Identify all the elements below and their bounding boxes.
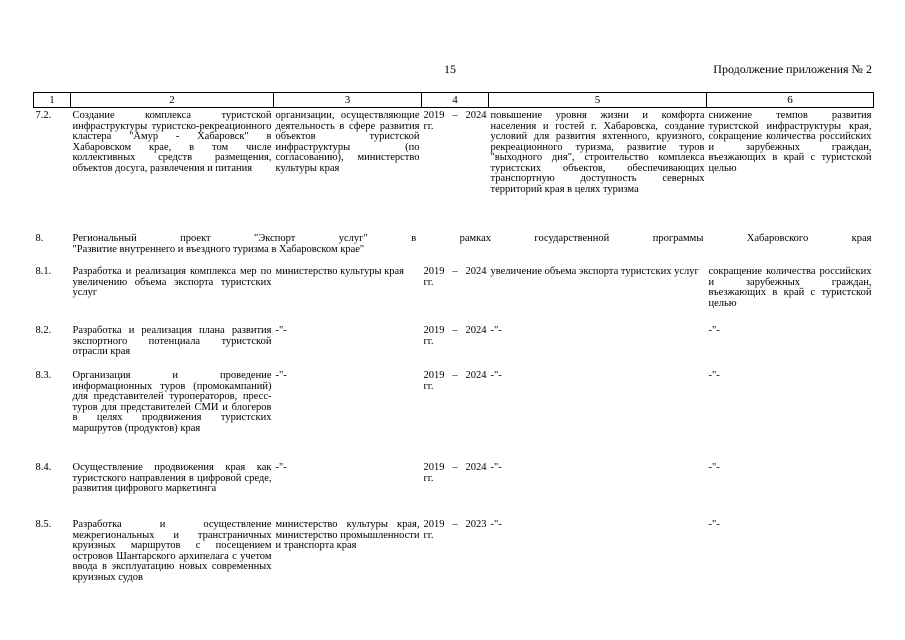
section-title-line2: "Развитие внутреннего и въездного туризма в Хабаровском крае" xyxy=(72,243,365,255)
period-cell: 2019 – 2023 гг. xyxy=(423,519,487,541)
effects-cell: -"- xyxy=(708,370,720,381)
results-cell: -"- xyxy=(490,462,502,473)
results-cell: -"- xyxy=(490,325,502,336)
column-header: 6 xyxy=(707,93,874,108)
period-cell: 2019 – 2024 гг. xyxy=(423,266,487,288)
event-cell: Разработка и реализация плана развития экспортного потенциала туристской отрасли края xyxy=(72,325,272,357)
results-cell: -"- xyxy=(490,370,502,381)
effects-cell: снижение темпов развития туристской инфраструктуры края, сокращение количества российских и зарубежных граждан, въезжающих в край с туристской целью xyxy=(708,110,872,174)
column-header: 5 xyxy=(489,93,707,108)
event-cell: Создание комплекса туристской инфраструктуры туристско-рекреационного кластера "Амур - Хабаровск" в Хабаровском крае, в том числе коллективных средств размещения, объектов досуга, развлечения и питания xyxy=(72,110,272,174)
table-row xyxy=(34,508,874,583)
period-cell: 2019 – 2024 гг. xyxy=(423,462,487,484)
table-row xyxy=(34,108,874,215)
effects-cell: сокращение количества российских и зарубежных граждан, въезжающих в край с туристской целью xyxy=(708,266,872,309)
section-row xyxy=(34,214,874,255)
column-header: 4 xyxy=(422,93,489,108)
results-cell: повышение уровня жизни и комфорта населения и гостей г. Хабаровска, создание условий для развития яхтенного, круизного, рекреационного туризма, развитие туров "выходного дня", строительство комплекса туристских объектов, обеспечивающих транспортную доступность северных территорий края в целях туризма xyxy=(490,110,705,195)
measures-table xyxy=(33,92,874,583)
header-row xyxy=(34,93,874,108)
section-title xyxy=(71,214,874,255)
row-number: 8.2. xyxy=(35,325,52,336)
executors-cell: министерство культуры края xyxy=(275,266,405,277)
executors-cell: министерство культуры края, министерство промышленности и транспорта края xyxy=(275,519,420,551)
executors-cell: организации, осуществляющие деятельность в сфере развития объектов туристской инфраструктуры (по согласованию), министерство культуры края xyxy=(275,110,420,174)
section-number: 8. xyxy=(35,233,44,244)
continuation-label: Продолжение приложения № 2 xyxy=(713,62,872,76)
period-cell: 2019 – 2024 гг. xyxy=(423,325,487,347)
page-number: 15 xyxy=(444,62,456,76)
executors-cell: -"- xyxy=(275,462,287,473)
event-cell: Разработка и реализация комплекса мер по увеличению объема экспорта туристских услуг xyxy=(72,266,272,298)
table-row xyxy=(34,359,874,451)
results-cell: -"- xyxy=(490,519,502,530)
executors-cell: -"- xyxy=(275,370,287,381)
section-title-line1: Региональный проект "Экспорт услуг" в рамках государственной программы Хабаровского края xyxy=(72,233,872,244)
event-cell: Осуществление продвижения края как туристского направления в цифровой среде, развития цифрового маркетинга xyxy=(72,462,272,494)
effects-cell: -"- xyxy=(708,519,720,530)
period-cell: 2019 – 2024 гг. xyxy=(423,110,487,132)
period-cell: 2019 – 2024 гг. xyxy=(423,370,487,392)
event-cell: Разработка и осуществление межрегиональных и трансграничных круизных маршрутов с посещением островов Шантарского архипелага с учетом ввода в эксплуатацию новых современных круизных судов xyxy=(72,519,272,583)
column-header: 3 xyxy=(274,93,422,108)
column-header: 2 xyxy=(71,93,274,108)
event-cell: Организация и проведение информационных туров (промокампаний) для представителей туроператоров, пресс-туров для представителей СМИ и блогеров в целях продвижения туристских маршрутов (продуктов) края xyxy=(72,370,272,434)
row-number: 8.4. xyxy=(35,462,52,473)
table-row xyxy=(34,314,874,359)
row-number: 8.3. xyxy=(35,370,52,381)
row-number: 8.1. xyxy=(35,266,52,277)
effects-cell: -"- xyxy=(708,462,720,473)
executors-cell: -"- xyxy=(275,325,287,336)
row-number: 7.2. xyxy=(35,110,52,121)
effects-cell: -"- xyxy=(708,325,720,336)
row-number: 8.5. xyxy=(35,519,52,530)
column-header: 1 xyxy=(34,93,71,108)
table-row xyxy=(34,451,874,508)
results-cell: увеличение объема экспорта туристских услуг xyxy=(490,266,699,277)
table-row xyxy=(34,255,874,314)
